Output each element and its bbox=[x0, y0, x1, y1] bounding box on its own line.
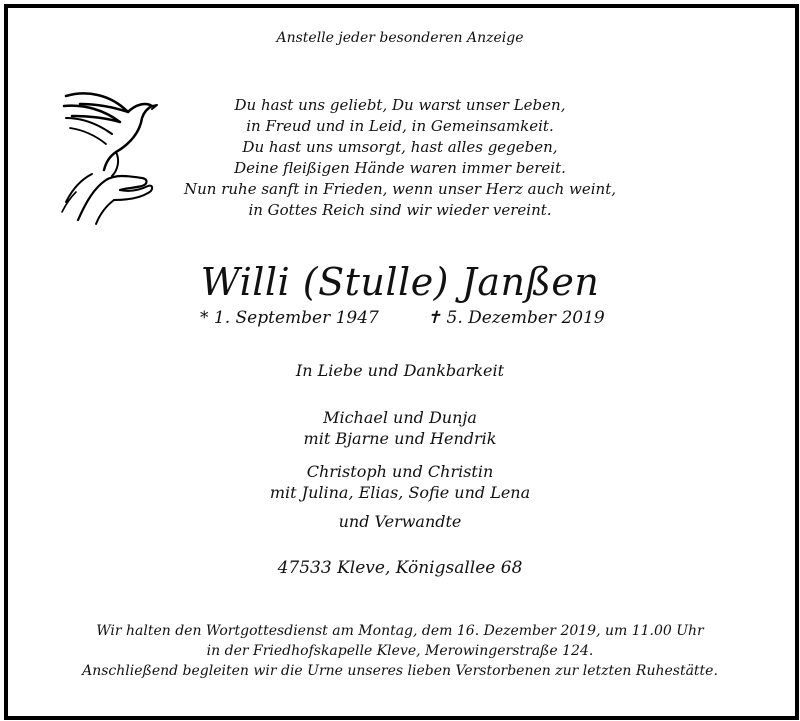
death-date: ✝ 5. Dezember 2019 bbox=[426, 308, 605, 328]
poem-line: Du hast uns geliebt, Du warst unser Leben, bbox=[234, 96, 566, 114]
poem-line: Du hast uns umsorgt, hast alles gegeben, bbox=[242, 138, 558, 156]
gratitude-line: In Liebe und Dankbarkeit bbox=[295, 361, 505, 380]
poem-line: Nun ruhe sanft in Frieden, wenn unser Herz auch weint, bbox=[184, 180, 616, 198]
poem-line: in Gottes Reich sind wir wieder vereint. bbox=[248, 201, 552, 219]
service-line: in der Friedhofskapelle Kleve, Merowingerstraße 124. bbox=[206, 643, 594, 659]
notice-heading: Anstelle jeder besonderen Anzeige bbox=[276, 30, 524, 46]
family-group-1 bbox=[0, 407, 800, 449]
service-line: Wir halten den Wortgottesdienst am Montag, dem 16. Dezember 2019, um 11.00 Uhr bbox=[96, 623, 704, 639]
deceased-name: Willi (Stulle) Janßen bbox=[200, 260, 600, 304]
relatives-line: und Verwandte bbox=[338, 512, 462, 531]
family-group-2 bbox=[0, 461, 800, 503]
family-line: mit Bjarne und Hendrik bbox=[303, 429, 497, 448]
service-line: Anschließend begleiten wir die Urne unseres lieben Verstorbenen zur letzten Ruhestätte. bbox=[82, 663, 718, 679]
service-info bbox=[0, 621, 800, 681]
family-line: Michael und Dunja bbox=[323, 408, 477, 427]
family-line: mit Julina, Elias, Sofie und Lena bbox=[269, 483, 531, 502]
birth-date: * 1. September 1947 bbox=[200, 308, 379, 328]
poem bbox=[140, 95, 660, 221]
life-dates bbox=[200, 308, 605, 328]
poem-line: Deine fleißigen Hände waren immer bereit. bbox=[234, 159, 566, 177]
poem-line: in Freud und in Leid, in Gemeinsamkeit. bbox=[246, 117, 554, 135]
family-line: Christoph und Christin bbox=[306, 462, 494, 481]
address: 47533 Kleve, Königsallee 68 bbox=[277, 558, 523, 578]
